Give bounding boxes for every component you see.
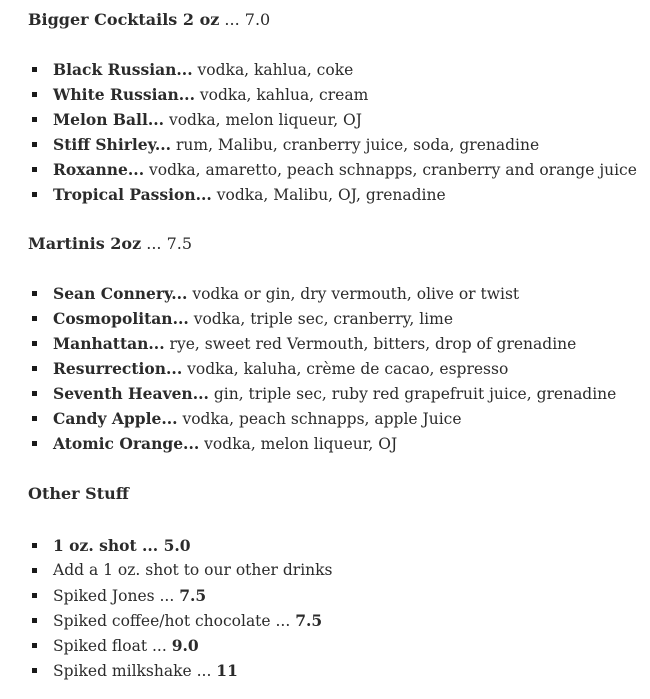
list-item	[28, 356, 643, 381]
item-text: Spiked coffee/hot chocolate ...	[53, 612, 296, 630]
section-title-text: Martinis 2oz	[28, 234, 142, 253]
list-item	[28, 558, 643, 583]
list-item	[28, 157, 643, 182]
drink-name: Sean Connery...	[53, 284, 188, 303]
bullet-icon	[32, 316, 37, 321]
item-text: Spiked milkshake ...	[53, 662, 217, 680]
bullet-icon	[32, 167, 37, 172]
drink-name: Manhattan...	[53, 334, 165, 353]
drink-description: vodka, peach schnapps, apple Juice	[177, 410, 462, 428]
drink-name: Resurrection...	[53, 359, 183, 378]
drink-description: gin, triple sec, ruby red grapefruit juice, grenadine	[208, 385, 617, 403]
drink-name: Atomic Orange...	[53, 434, 200, 453]
bullet-icon	[32, 643, 37, 648]
drink-description: vodka, amaretto, peach schnapps, cranberry and orange juice	[144, 161, 637, 179]
drink-description: vodka, triple sec, cranberry, lime	[188, 310, 453, 328]
drink-name: Roxanne...	[53, 160, 145, 179]
bigger-cocktails-list	[28, 57, 643, 207]
item-price: 7.5	[295, 611, 323, 630]
list-item	[28, 182, 643, 207]
bullet-icon	[32, 291, 37, 296]
list-item	[28, 57, 643, 82]
drink-name: Candy Apple...	[53, 409, 178, 428]
other-stuff-list	[28, 533, 643, 683]
drink-description: rum, Malibu, cranberry juice, soda, grenadine	[171, 136, 540, 154]
cocktail-menu	[28, 0, 643, 683]
bullet-icon	[32, 441, 37, 446]
drink-description: vodka or gin, dry vermouth, olive or twist	[187, 285, 520, 303]
list-item	[28, 306, 643, 331]
item-text: Spiked float ...	[53, 637, 172, 655]
section-price: ... 7.0	[219, 10, 271, 29]
item-price: 7.5	[179, 586, 207, 605]
bullet-icon	[32, 117, 37, 122]
drink-name: Melon Ball...	[53, 110, 165, 129]
section-title-text: Other Stuff	[28, 484, 129, 503]
drink-description: rye, sweet red Vermouth, bitters, drop of grenadine	[164, 335, 577, 353]
list-item	[28, 633, 643, 658]
list-item	[28, 533, 643, 558]
drink-description: vodka, Malibu, OJ, grenadine	[211, 186, 446, 204]
list-item	[28, 107, 643, 132]
list-item	[28, 658, 643, 683]
section-title-text: Bigger Cocktails 2 oz	[28, 10, 220, 29]
list-item	[28, 381, 643, 406]
list-item	[28, 132, 643, 157]
bullet-icon	[32, 341, 37, 346]
item-name: 1 oz. shot ... 5.0	[53, 536, 191, 555]
bullet-icon	[32, 192, 37, 197]
bullet-icon	[32, 366, 37, 371]
list-item	[28, 82, 643, 107]
list-item	[28, 281, 643, 306]
item-text: Add a 1 oz. shot to our other drinks	[53, 561, 333, 579]
list-item	[28, 406, 643, 431]
item-text: Spiked Jones ...	[53, 587, 180, 605]
drink-description: vodka, kaluha, crème de cacao, espresso	[182, 360, 509, 378]
drink-name: Seventh Heaven...	[53, 384, 209, 403]
drink-name: Stiff Shirley...	[53, 135, 172, 154]
bullet-icon	[32, 416, 37, 421]
bullet-icon	[32, 543, 37, 548]
item-price: 11	[216, 661, 238, 680]
bullet-icon	[32, 593, 37, 598]
drink-name: White Russian...	[53, 85, 195, 104]
martinis-list	[28, 281, 643, 456]
bullet-icon	[32, 142, 37, 147]
section-title-bigger-cocktails	[28, 10, 643, 30]
bullet-icon	[32, 568, 37, 573]
section-price: ... 7.5	[141, 234, 193, 253]
drink-name: Cosmopolitan...	[53, 309, 189, 328]
list-item	[28, 583, 643, 608]
drink-name: Tropical Passion...	[53, 185, 212, 204]
list-item	[28, 431, 643, 456]
bullet-icon	[32, 391, 37, 396]
list-item	[28, 331, 643, 356]
section-title-other-stuff	[28, 484, 643, 504]
drink-description: vodka, kahlua, coke	[192, 61, 354, 79]
bullet-icon	[32, 668, 37, 673]
item-price: 9.0	[171, 636, 199, 655]
drink-name: Black Russian...	[53, 60, 193, 79]
bullet-icon	[32, 618, 37, 623]
list-item	[28, 608, 643, 633]
bullet-icon	[32, 67, 37, 72]
drink-description: vodka, melon liqueur, OJ	[199, 435, 398, 453]
drink-description: vodka, kahlua, cream	[194, 86, 369, 104]
section-title-martinis	[28, 234, 643, 254]
drink-description: vodka, melon liqueur, OJ	[164, 111, 362, 129]
bullet-icon	[32, 92, 37, 97]
